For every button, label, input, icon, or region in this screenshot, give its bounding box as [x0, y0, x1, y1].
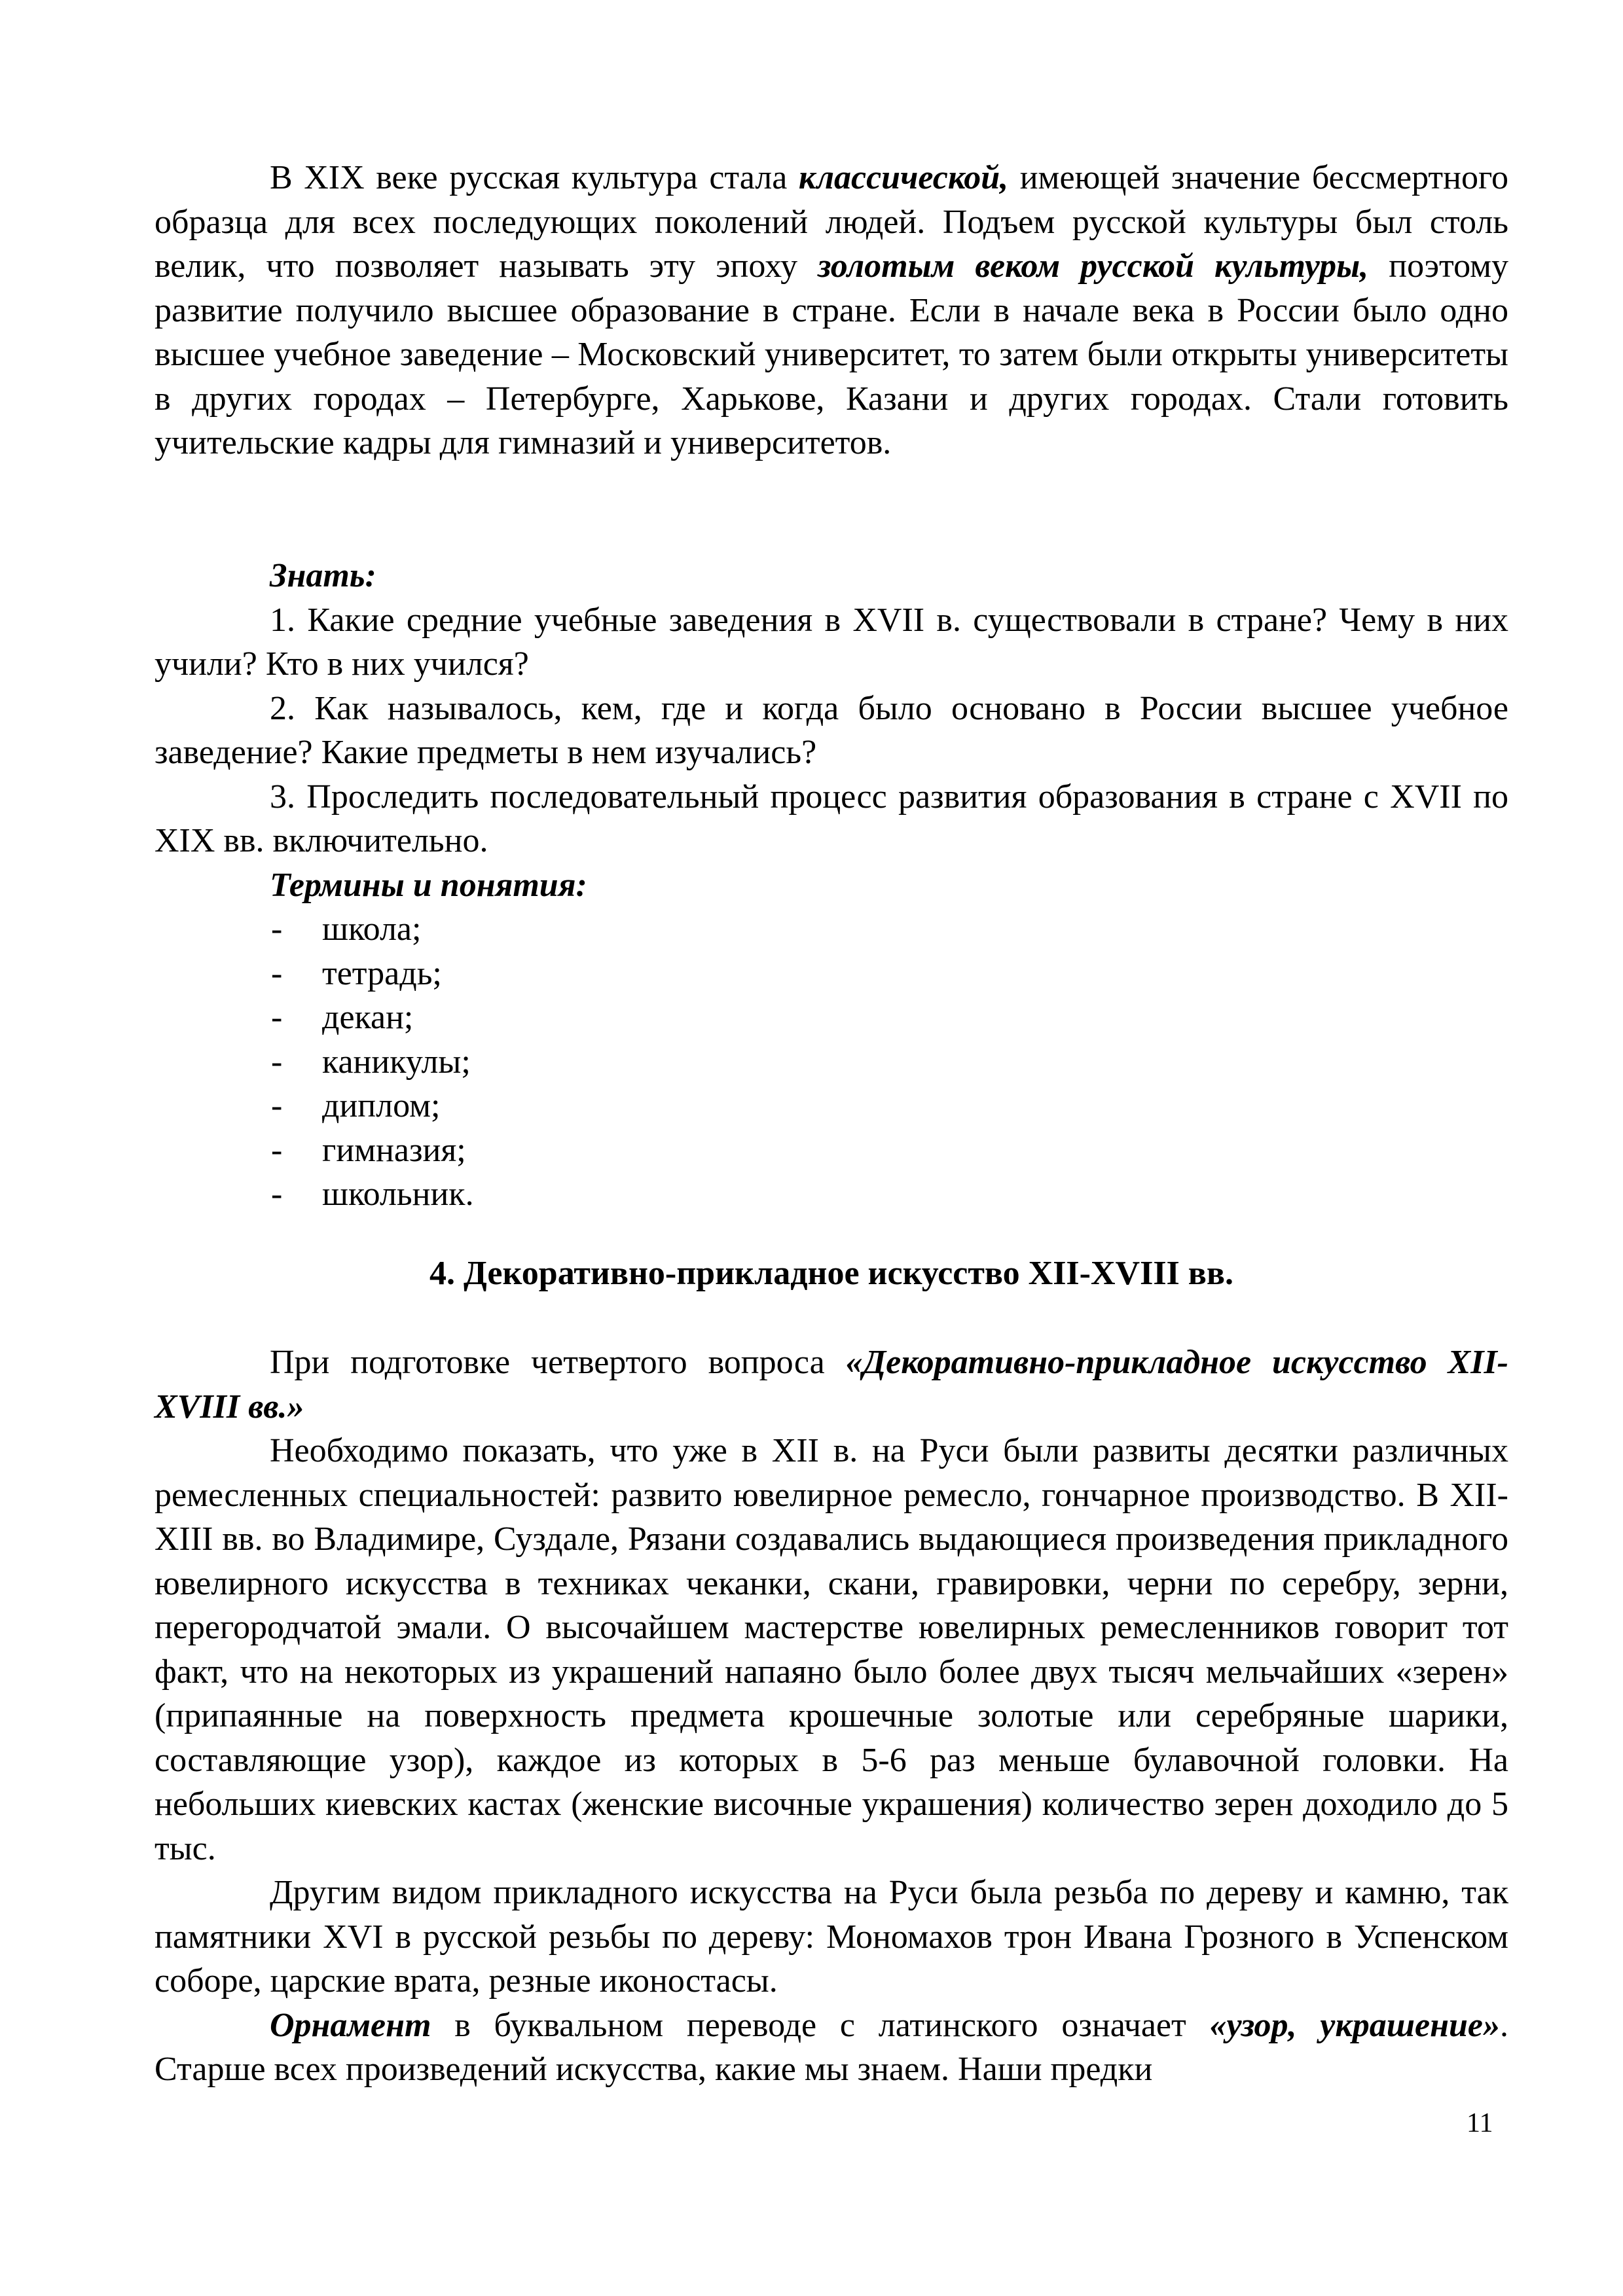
section-4-intro-text: При подготовке четвертого вопроса	[270, 1344, 846, 1381]
term-text: школьник.	[322, 1175, 474, 1213]
section-4-intro	[155, 1340, 1508, 1429]
list-item	[155, 1040, 1508, 1085]
list-dash: -	[271, 1043, 283, 1081]
intro-text-2: имеющей значение бессмертного образца для всех последующих поколений людей. Подъем русской культуры был столь велик, что позволяет называть эту эпоху	[155, 159, 1509, 285]
intro-paragraph-block	[155, 156, 1508, 465]
terms-list-block	[155, 907, 1508, 1217]
section-4-paragraph-3	[155, 2003, 1508, 2092]
term-text: тетрадь;	[322, 954, 442, 992]
term-text: диплом;	[322, 1087, 441, 1124]
section-title: 4. Декоративно-прикладное искусство XII-XVIII вв.	[429, 1255, 1233, 1292]
section-title-block	[155, 1251, 1508, 1296]
emphasis-ornament: Орнамент	[270, 2006, 431, 2044]
know-question-3: 3. Проследить последовательный процесс развития образования в стране с XVII по XIX вв. включительно.	[155, 778, 1508, 859]
terms-list	[155, 907, 1508, 1217]
emphasis-pattern: «узор, украшение»	[1209, 2006, 1500, 2044]
know-section	[155, 554, 1508, 907]
paragraph-3-text-1: в буквальном переводе с латинского означает	[431, 2006, 1210, 2044]
term-text: гимназия;	[322, 1131, 466, 1169]
list-dash: -	[271, 999, 283, 1036]
know-heading: Знать:	[270, 557, 376, 594]
list-item	[155, 1172, 1508, 1217]
section-4-paragraph-2: Другим видом прикладного искусства на Руси была резьба по дереву и камню, так памятники XVI в русской резьбы по дереву: Мономахов трон Ивана Грозного в Успенском соборе, царские врата, резные иконостасы.	[155, 1874, 1508, 2000]
list-item	[155, 952, 1508, 996]
emphasis-classical: классической,	[798, 159, 1009, 196]
intro-text-1: В XIX веке русская культура стала	[270, 159, 799, 196]
section-4-intro-emphasis: «Декоративно-прикладное искусство XII-XVIII вв.»	[155, 1344, 1508, 1426]
terms-heading: Термины и понятия:	[270, 866, 587, 904]
list-dash: -	[271, 1131, 283, 1169]
list-dash: -	[271, 954, 283, 992]
list-dash: -	[271, 1175, 283, 1213]
page-number: 11	[1467, 2108, 1493, 2138]
paragraph-3-text-2: . Старше всех произведений искусства, какие мы знаем. Наши предки	[155, 2006, 1508, 2088]
list-item	[155, 996, 1508, 1040]
list-item	[155, 907, 1508, 952]
list-dash: -	[271, 910, 283, 948]
intro-paragraph	[155, 156, 1508, 465]
know-question-1: 1. Какие средние учебные заведения в XVII в. существовали в стране? Чему в них учили? Кто в них учился?	[155, 601, 1508, 683]
section-4-body	[155, 1340, 1508, 2092]
term-text: школа;	[322, 910, 422, 948]
intro-text-3: поэтому развитие получило высшее образование в стране. Если в начале века в России было одно высшее учебное заведение – Московский университет, то затем были открыты университеты в других городах – Петербурге, Харькове, Казани и других городах. Стали готовить учительские кадры для гимназий и университетов.	[155, 247, 1508, 461]
list-item	[155, 1084, 1508, 1128]
know-question-2: 2. Как называлось, кем, где и когда было основано в России высшее учебное заведение? Какие предметы в нем изучались?	[155, 689, 1508, 771]
term-text: каникулы;	[322, 1043, 471, 1081]
list-dash: -	[271, 1087, 283, 1124]
term-text: декан;	[322, 999, 414, 1036]
emphasis-golden-age: золотым веком русской культуры,	[818, 247, 1369, 285]
section-4-paragraph-1: Необходимо показать, что уже в XII в. на Руси были развиты десятки различных ремесленных специальностей: развито ювелирное ремесло, гончарное производство. В XII-XIII вв. во Владимире, Суздале, Рязани создавались выдающиеся произведения прикладного ювелирного искусства в техниках чеканки, скани, гравировки, черни по серебру, зерни, перегородчатой эмали. О высочайшем мастерстве ювелирных ремесленников говорит тот факт, что на некоторых из украшений напаяно было более двух тысяч мельчайших «зерен» (припаянные на поверхность предмета крошечные золотые или серебряные шарики, составляющие узор), каждое из которых в 5-6 раз меньше булавочной головки. На небольших киевских кастах (женские височные украшения) количество зерен доходило до 5 тыс.	[155, 1432, 1508, 1867]
list-item	[155, 1128, 1508, 1173]
